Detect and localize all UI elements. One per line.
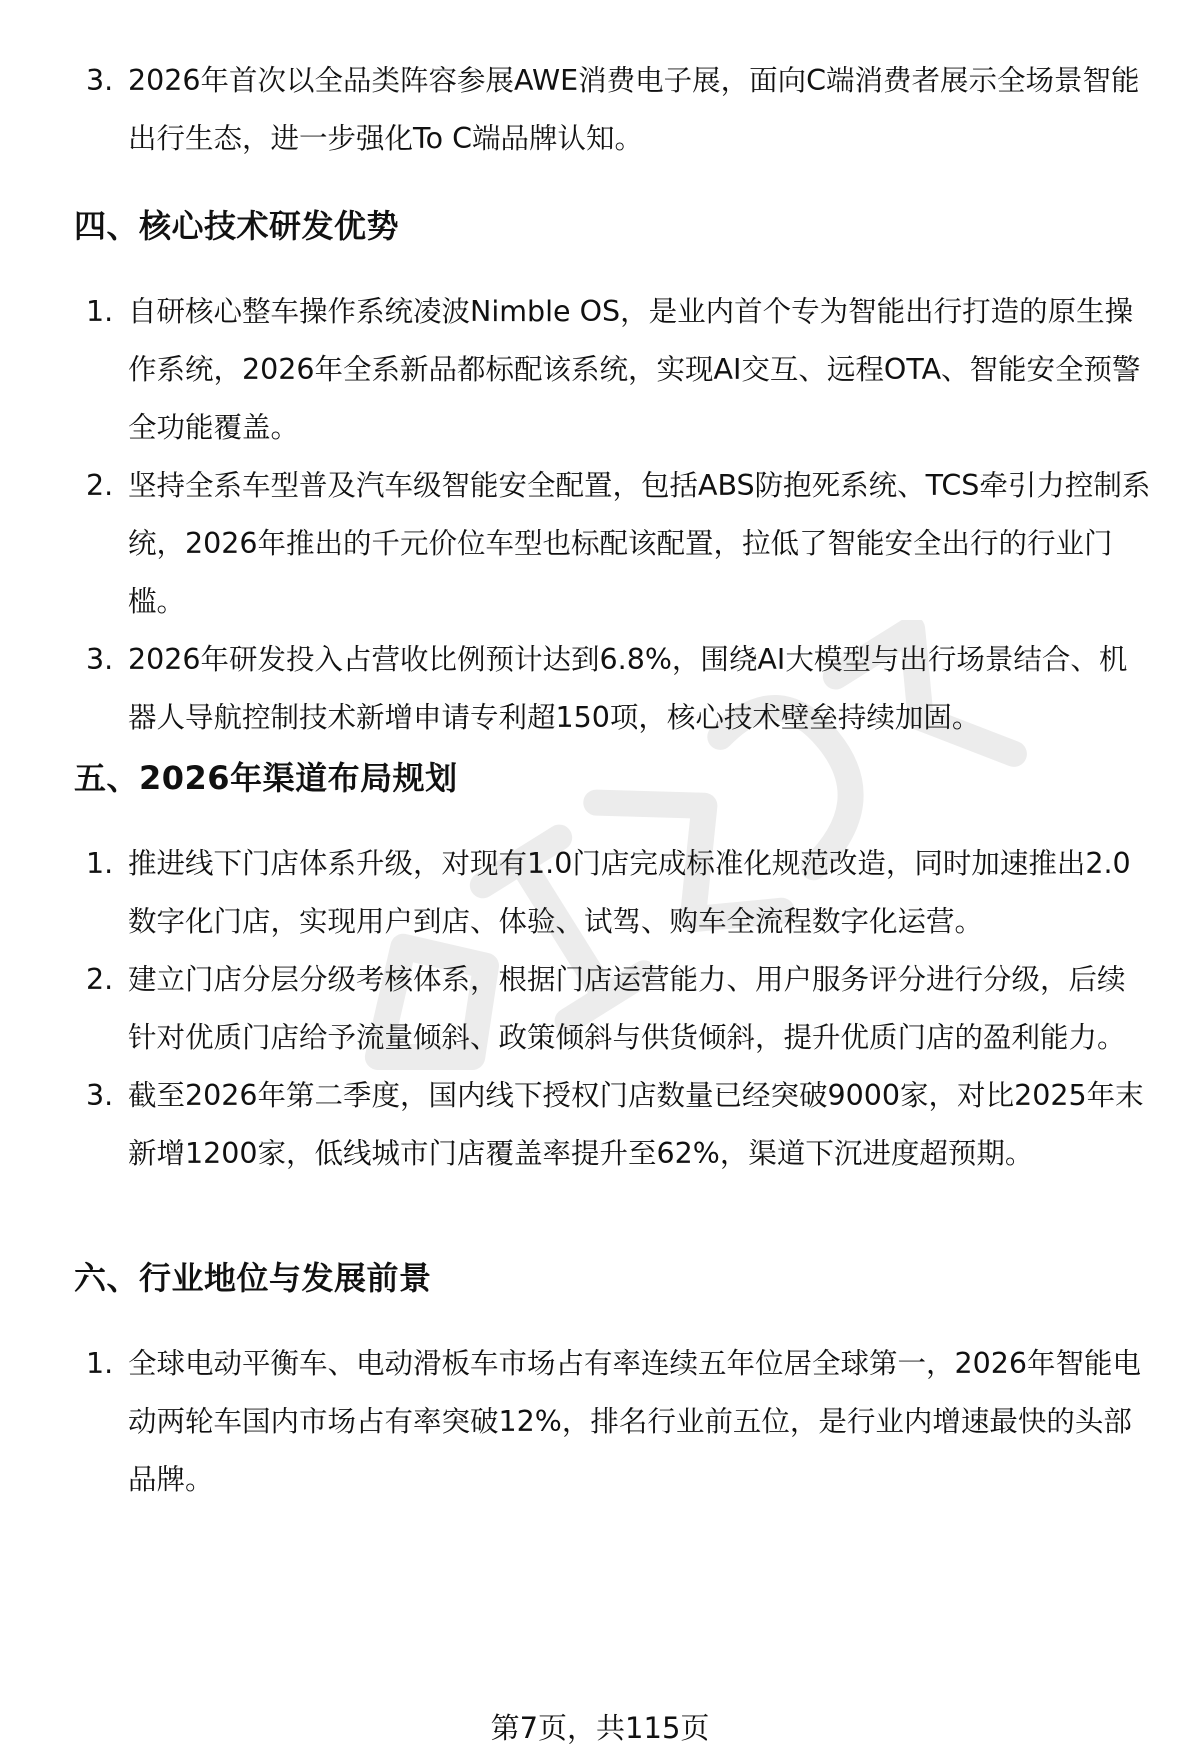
- list-item-text: 全球电动平衡车、电动滑板车市场占有率连续五年位居全球第一，2026年智能电动两轮车国内市场占有率突破12%，排名行业前五位，是行业内增速最快的头部品牌。: [128, 1347, 1142, 1496]
- list-item-text: 2026年研发投入占营收比例预计达到6.8%，围绕AI大模型与出行场景结合、机器人导航控制技术新增申请专利超150项，核心技术壁垒持续加固。: [128, 643, 1128, 734]
- prev-section-list: [0, 52, 1200, 168]
- list-item-text: 自研核心整车操作系统凌波Nimble OS，是业内首个专为智能出行打造的原生操作系统，2026年全系新品都标配该系统，实现AI交互、远程OTA、智能安全预警全功能覆盖。: [128, 295, 1141, 444]
- list-item-number: 1.: [86, 847, 114, 880]
- list-item: [0, 835, 1200, 951]
- page-number-footer: 第7页，共115页: [490, 1711, 710, 1745]
- list-item-number: 1.: [86, 295, 114, 328]
- list-item-text: 推进线下门店体系升级，对现有1.0门店完成标准化规范改造，同时加速推出2.0数字化门店，实现用户到店、体验、试驾、购车全流程数字化运营。: [128, 847, 1131, 938]
- list-item: [0, 951, 1200, 1067]
- channel-plan-list: [0, 835, 1200, 1183]
- list-item: [0, 52, 1200, 168]
- list-item-number: 3.: [86, 64, 114, 97]
- list-item: [0, 1067, 1200, 1183]
- section-heading-industry-position: 六、行业地位与发展前景: [74, 1259, 432, 1297]
- list-item: [0, 457, 1200, 631]
- industry-position-list: [0, 1335, 1200, 1509]
- list-item-text: 2026年首次以全品类阵容参展AWE消费电子展，面向C端消费者展示全场景智能出行生态，进一步强化To C端品牌认知。: [128, 64, 1140, 155]
- list-item-text: 建立门店分层分级考核体系，根据门店运营能力、用户服务评分进行分级，后续针对优质门店给予流量倾斜、政策倾斜与供货倾斜，提升优质门店的盈利能力。: [128, 963, 1126, 1054]
- section-heading-core-tech: 四、核心技术研发优势: [74, 207, 400, 245]
- list-item-number: 2.: [86, 469, 114, 502]
- list-item-number: 3.: [86, 643, 114, 676]
- section-heading-channel-plan: 五、2026年渠道布局规划: [74, 759, 458, 797]
- list-item: [0, 631, 1200, 747]
- list-item-number: 2.: [86, 963, 114, 996]
- list-item-number: 1.: [86, 1347, 114, 1380]
- core-tech-list: [0, 283, 1200, 747]
- list-item: [0, 283, 1200, 457]
- list-item: [0, 1335, 1200, 1509]
- list-item-text: 截至2026年第二季度，国内线下授权门店数量已经突破9000家，对比2025年末新增1200家，低线城市门店覆盖率提升至62%，渠道下沉进度超预期。: [128, 1079, 1144, 1170]
- list-item-number: 3.: [86, 1079, 114, 1112]
- list-item-text: 坚持全系车型普及汽车级智能安全配置，包括ABS防抱死系统、TCS牵引力控制系统，2026年推出的千元价位车型也标配该配置，拉低了智能安全出行的行业门槛。: [128, 469, 1151, 618]
